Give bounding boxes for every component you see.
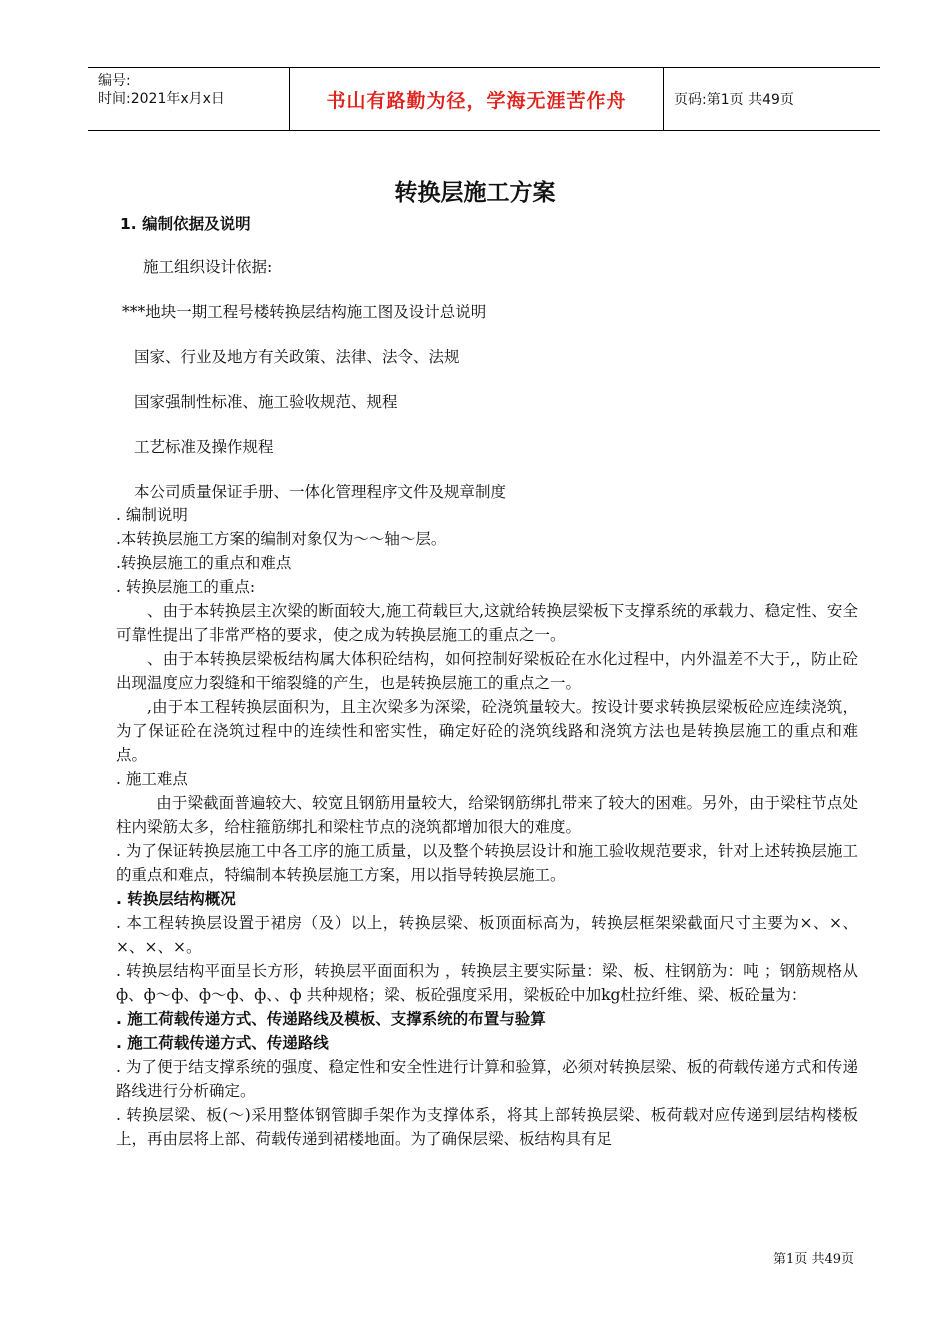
section-heading-3: . 施工荷载传递方式、传递路线及模板、支撑系统的布置与验算 — [116, 1010, 546, 1028]
doc-time-label: 时间:2021年x月x日 — [98, 91, 225, 107]
basis-intro: 施工组织设计依据: — [143, 258, 273, 276]
basis-item: 本公司质量保证手册、一体化管理程序文件及规章制度 — [134, 483, 507, 501]
basis-item: 国家强制性标准、施工验收规范、规程 — [134, 393, 398, 411]
subsection-heading: . 施工荷载传递方式、传递路线 — [116, 1034, 329, 1052]
basis-item: 国家、行业及地方有关政策、法律、法令、法规 — [134, 348, 460, 366]
body-line: .本转换层施工方案的编制对象仅为～～轴～层。 — [116, 530, 447, 548]
page-footer: 第1页 共49页 — [773, 1252, 854, 1267]
document-body — [116, 212, 858, 1151]
body-paragraph: 、由于本转换层主次梁的断面较大,施工荷载巨大,这就给转换层梁板下支撑系统的承载力、稳定性、安全可靠性提出了非常严格的要求，使之成为转换层施工的重点之一。 — [116, 602, 858, 644]
body-paragraph: ,由于本工程转换层面积为，且主次梁多为深梁，砼浇筑量较大。按设计要求转换层梁板砼应连续浇筑，为了保证砼在浇筑过程中的连续性和密实性，确定好砼的浇筑线路和浇筑方法也是转换层施工的重点和难点。 — [116, 698, 858, 764]
body-line: . 施工难点 — [116, 770, 188, 788]
body-paragraph: . 为了便于结支撑系统的强度、稳定性和安全性进行计算和验算，必须对转换层梁、板的荷载传递方式和传递路线进行分析确定。 — [116, 1058, 858, 1100]
body-paragraph: 由于梁截面普遍较大、较宽且钢筋用量较大，给梁钢筋绑扎带来了较大的困难。另外，由于梁柱节点处柱内梁筋太多，给柱箍筋绑扎和梁柱节点的浇筑都增加很大的难度。 — [116, 794, 858, 836]
header-page-info: 页码:第1页 共49页 — [674, 92, 794, 108]
header-table — [88, 67, 880, 131]
section-heading-1: 1. 编制依据及说明 — [120, 215, 251, 233]
body-paragraph: 、由于本转换层梁板结构属大体积砼结构，如何控制好梁板砼在水化过程中，内外温差不大于,，防止砼出现温度应力裂缝和干缩裂缝的产生，也是转换层施工的重点之一。 — [116, 650, 858, 692]
basis-item: ***地块一期工程号楼转换层结构施工图及设计总说明 — [122, 303, 487, 321]
body-paragraph: . 转换层梁、板(～)采用整体钢管脚手架作为支撑体系，将其上部转换层梁、板荷载对应传递到层结构楼板上，再由层将上部、荷载传递到裙楼地面。为了确保层梁、板结构具有足 — [116, 1106, 858, 1148]
body-line: . 转换层施工的重点: — [116, 578, 256, 596]
header-motto: 书山有路勤为径，学海无涯苦作舟 — [290, 68, 664, 130]
section-heading-2: . 转换层结构概况 — [116, 890, 236, 908]
body-line: .转换层施工的重点和难点 — [116, 554, 292, 572]
body-paragraph: . 转换层结构平面呈长方形，转换层平面面积为 ，转换层主要实际量：梁、板、柱钢筋为：吨 ；钢筋规格从 ф、ф～ф、ф～ф、ф、、ф 共种规格；梁、板砼强度采用，梁板砼中加kg杜拉纤维、梁、板砼量为： — [116, 962, 858, 1004]
body-line: . 编制说明 — [116, 506, 188, 524]
doc-number-label: 编号: — [98, 73, 131, 89]
header-meta-cell — [88, 68, 290, 130]
page-title: 转换层施工方案 — [394, 180, 556, 206]
basis-item: 工艺标准及操作规程 — [134, 438, 274, 456]
body-paragraph: . 为了保证转换层施工中各工序的施工质量，以及整个转换层设计和施工验收规范要求，针对上述转换层施工的重点和难点，特编制本转换层施工方案，用以指导转换层施工。 — [116, 842, 858, 884]
body-paragraph: . 本工程转换层设置于裙房（及）以上，转换层梁、板顶面标高为，转换层框架梁截面尺寸主要为×、×、×、×、×。 — [116, 914, 858, 956]
